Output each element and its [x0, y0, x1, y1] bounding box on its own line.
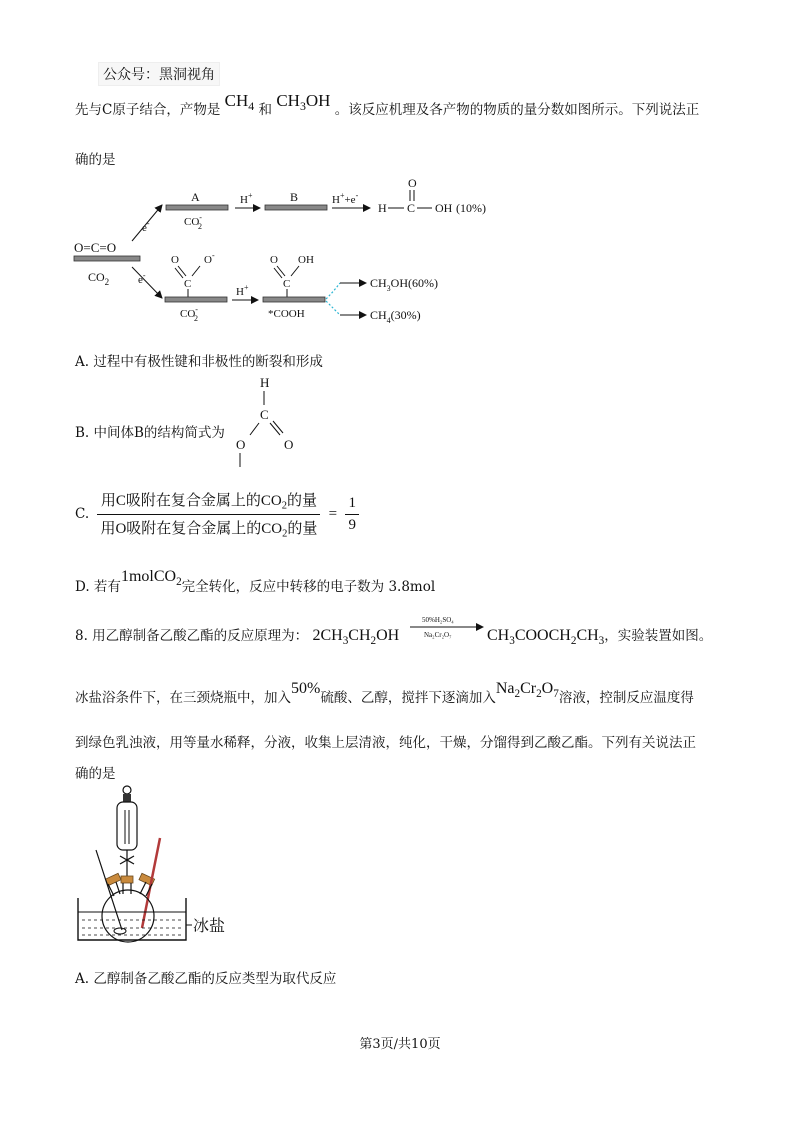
- q8-line-3: 到绿色乳浊液，用等量水稀释，分液，收集上层清液，纯化，干燥，分馏得到乙酸乙酯。下列有关说法正: [75, 735, 696, 751]
- co2-minus-lower: CO-2: [180, 305, 198, 323]
- intro-line-1: [75, 91, 700, 122]
- intermediate-a-bar: [166, 205, 228, 210]
- formic-O: O: [408, 176, 417, 190]
- dash-link-ch4: [326, 301, 340, 315]
- q7-option-c: C. $\frac{用C吸附在复合金属上的CO_2的量}{用O吸附在复合金属上的CO_2的量}$ = $\frac{1}{9}$: [75, 489, 359, 539]
- svg-text:C: C: [260, 407, 269, 422]
- formic-OH: OH: [435, 201, 453, 215]
- intermediate-b-bar: [265, 205, 327, 210]
- q7-option-a: A. 过程中有极性键和非极性的断裂和形成: [75, 354, 323, 370]
- watermark: 公众号：黑洞视角: [98, 62, 220, 86]
- lower1-C: C: [184, 278, 192, 290]
- svg-text:O: O: [284, 437, 294, 452]
- q8-line-4: 确的是: [75, 766, 116, 782]
- hplus-label-2: H+: [236, 283, 249, 298]
- cooh-label: *COOH: [268, 308, 305, 320]
- q8-reaction-arrow: [408, 612, 486, 642]
- ch4-formula: $CH_4$: [224, 91, 255, 114]
- reaction-mechanism-diagram: [70, 175, 490, 335]
- svg-text:Na₂Cr₂O₇: Na₂Cr₂O₇: [424, 631, 452, 639]
- q8-product-line: $CH_3COOCH_2CH_3$，实验装置如图。: [487, 627, 713, 647]
- intro-text-after: 。该反应机理及各产物的物质的量分数如图所示。下列说法正: [334, 102, 700, 118]
- hplus-label-1: H+: [240, 191, 253, 206]
- intro-line-2: 确的是: [75, 152, 116, 168]
- co2-surface-bar: [74, 256, 140, 261]
- ch3oh-formula: $CH_3OH$: [276, 91, 331, 114]
- apparatus-diagram: [70, 780, 240, 945]
- q7-option-d: D. 若有1molCO$_2$完全转化，反应中转移的电子数为 3.8mol: [75, 568, 436, 595]
- ice-salt-label: 冰盐: [193, 918, 226, 935]
- cooh-O: O: [270, 254, 278, 266]
- lower1-bar: [165, 297, 227, 302]
- q8-reactant: $2CH_3CH_2OH$: [312, 627, 400, 647]
- svg-text:50%H₂SO₄: 50%H₂SO₄: [422, 616, 454, 624]
- cooh-OH: OH: [298, 254, 314, 266]
- q8-line-2: 冰盐浴条件下，在三颈烧瓶中，加入50%硫酸、乙醇，搅拌下逐滴加入$Na_2Cr_2O_7$溶液，控制反应温度得: [75, 680, 694, 706]
- co2-minus-a: CO-2: [184, 213, 202, 231]
- q7-option-c-fraction: $\frac{用C吸附在复合金属上的CO_2的量}{用O吸附在复合金属上的CO_2的量}$: [97, 489, 320, 539]
- hplus-e-label: H++e-: [332, 191, 359, 206]
- page-footer: 第3页/共10页: [359, 1037, 441, 1052]
- e-minus-lower: e-: [138, 271, 146, 286]
- e-minus-upper: e-: [142, 219, 150, 234]
- svg-text:O: O: [236, 437, 246, 452]
- intermediate-b-structure: [228, 375, 308, 470]
- q8-product: $CH_3COOCH_2CH_3$: [487, 627, 605, 647]
- svg-text:H: H: [260, 375, 270, 390]
- formic-percent: (10%): [456, 201, 486, 215]
- co2-label: $CO_2$: [88, 270, 110, 287]
- lower1-O-minus: O-: [204, 251, 215, 266]
- dash-link-ch3oh: [326, 283, 340, 299]
- formic-C: C: [407, 201, 416, 215]
- intro-and: 和: [258, 102, 273, 118]
- q8-option-a: A. 乙醇制备乙酸乙酯的反应类型为取代反应: [75, 971, 337, 987]
- q7-option-b: B. 中间体B的结构简式为: [75, 425, 225, 441]
- intermediate-b-label: B: [290, 190, 299, 204]
- lower1-O: O: [171, 254, 179, 266]
- intermediate-a-label: A: [191, 190, 200, 204]
- d-mol-co2: 1molCO$_2$: [120, 568, 182, 588]
- na2cr2o7-formula: $Na_2Cr_2O_7$: [495, 680, 559, 700]
- formic-H: H: [378, 201, 387, 215]
- co2-structure: O=C=O: [74, 240, 117, 255]
- q7-option-c-value: $\frac{1}{9}$: [345, 495, 359, 534]
- cooh-bar: [263, 297, 325, 302]
- cooh-C: C: [283, 278, 291, 290]
- lower-branch-arrow: [132, 267, 162, 298]
- intro-text: 先与C原子结合，产物是: [75, 102, 221, 118]
- ch4-product: $CH_4(30\%)$: [370, 308, 421, 325]
- q8-intro: 8. 用乙醇制备乙酸乙酯的反应原理为： $2CH_3CH_2OH$: [75, 627, 400, 647]
- ch3oh-product: $CH_3OH(60\%)$: [370, 276, 438, 293]
